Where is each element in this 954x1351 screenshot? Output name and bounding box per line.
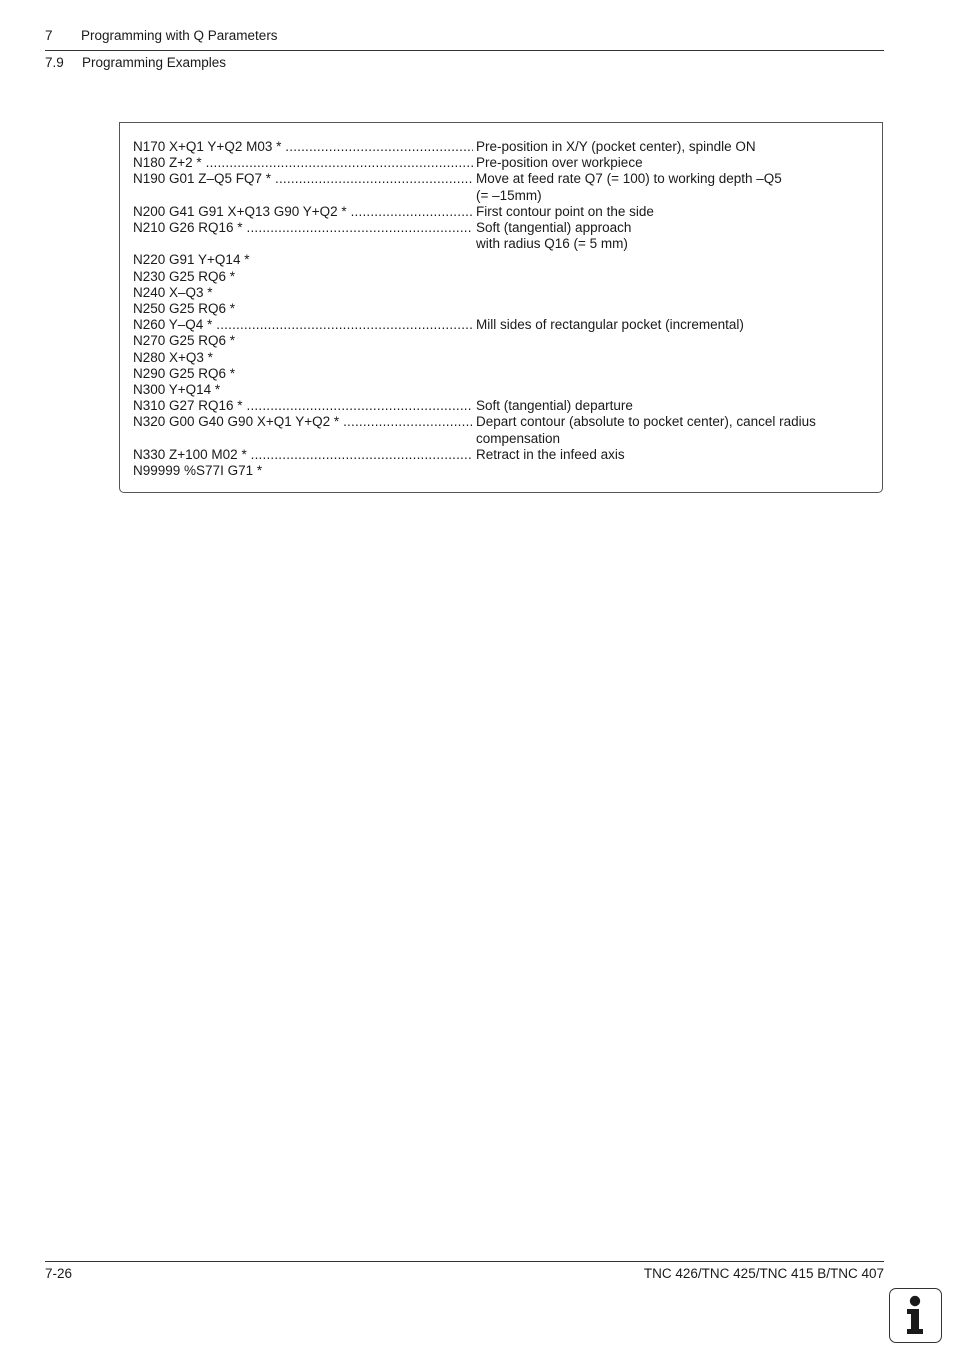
header-rule — [45, 50, 884, 51]
block-comment: Depart contour (absolute to pocket center), cancel radius — [476, 414, 816, 430]
nc-block — [133, 188, 473, 204]
program-line — [133, 447, 816, 463]
block-comment: with radius Q16 (= 5 mm) — [476, 236, 628, 252]
nc-block: N200 G41 G91 X+Q13 G90 Y+Q2 * ..... — [133, 204, 473, 220]
nc-block: N320 G00 G40 G90 X+Q1 Y+Q2 * ..... — [133, 414, 473, 430]
nc-block: N240 X–Q3 * — [133, 284, 213, 300]
block-comment: (= –15mm) — [476, 187, 542, 203]
section-number: 7.9 — [45, 55, 64, 70]
program-line — [133, 398, 816, 414]
footer-rule — [45, 1261, 884, 1262]
block-comment: compensation — [476, 430, 561, 446]
block-comment — [473, 285, 476, 301]
running-header-section — [45, 55, 226, 70]
program-line — [133, 350, 816, 366]
nc-block: N290 G25 RQ6 * — [133, 365, 236, 381]
block-comment: Mill sides of rectangular pocket (incremental) — [476, 317, 744, 333]
page-number: 7-26 — [45, 1266, 73, 1281]
nc-block: N190 G01 Z–Q5 FQ7 * ..... — [133, 171, 473, 187]
program-listing-box — [119, 122, 883, 493]
nc-block: N300 Y+Q14 * — [133, 382, 221, 398]
nc-block: N180 Z+2 * ..... — [133, 155, 473, 171]
model-name: TNC 426/TNC 425/TNC 415 B/TNC 407 — [643, 1266, 884, 1281]
program-line — [133, 139, 816, 155]
running-header-chapter — [45, 28, 278, 43]
program-line — [133, 171, 816, 187]
nc-block: N230 G25 RQ6 * — [133, 268, 236, 284]
chapter-number: 7 — [45, 28, 53, 43]
program-line — [133, 204, 816, 220]
info-icon — [889, 1288, 942, 1343]
program-line — [133, 285, 816, 301]
program-line — [133, 317, 816, 333]
program-line — [133, 333, 816, 349]
block-comment — [473, 382, 476, 398]
block-comment — [473, 252, 476, 268]
program-line — [133, 431, 816, 447]
nc-block: N270 G25 RQ6 * — [133, 333, 236, 349]
program-line — [133, 366, 816, 382]
program-line — [133, 236, 816, 252]
block-comment — [473, 366, 476, 382]
program-listing — [133, 139, 816, 479]
info-glyph — [890, 1289, 940, 1341]
section-title: Programming Examples — [82, 55, 227, 70]
nc-block — [133, 431, 473, 447]
program-line — [133, 252, 816, 268]
nc-block — [133, 236, 473, 252]
block-comment: Pre-position over workpiece — [476, 155, 643, 171]
block-comment — [473, 333, 476, 349]
nc-block: N330 Z+100 M02 * ..... — [133, 447, 473, 463]
block-comment — [473, 269, 476, 285]
program-line — [133, 463, 816, 479]
nc-block: N220 G91 Y+Q14 * — [133, 252, 250, 268]
block-comment: Soft (tangential) approach — [476, 220, 632, 236]
block-comment — [473, 463, 476, 479]
block-comment — [473, 350, 476, 366]
program-line — [133, 269, 816, 285]
block-comment: First contour point on the side — [476, 203, 654, 219]
program-line — [133, 188, 816, 204]
block-comment: Soft (tangential) departure — [476, 398, 633, 414]
nc-block: N310 G27 RQ16 * ..... — [133, 398, 473, 414]
block-comment: Move at feed rate Q7 (= 100) to working depth –Q5 — [476, 171, 782, 187]
block-comment — [473, 301, 476, 317]
block-comment: Retract in the infeed axis — [476, 446, 625, 462]
nc-block: N250 G25 RQ6 * — [133, 301, 236, 317]
chapter-title: Programming with Q Parameters — [81, 28, 278, 43]
program-line — [133, 220, 816, 236]
program-line — [133, 414, 816, 430]
program-line — [133, 382, 816, 398]
nc-block: N210 G26 RQ16 * ..... — [133, 220, 473, 236]
nc-block: N99999 %S77I G71 * — [133, 463, 263, 479]
block-comment: Pre-position in X/Y (pocket center), spindle ON — [476, 139, 756, 154]
nc-block: N280 X+Q3 * — [133, 349, 213, 365]
nc-block: N260 Y–Q4 * ..... — [133, 317, 473, 333]
nc-block: N170 X+Q1 Y+Q2 M03 * ..... — [133, 139, 473, 155]
program-line — [133, 301, 816, 317]
program-line — [133, 155, 816, 171]
